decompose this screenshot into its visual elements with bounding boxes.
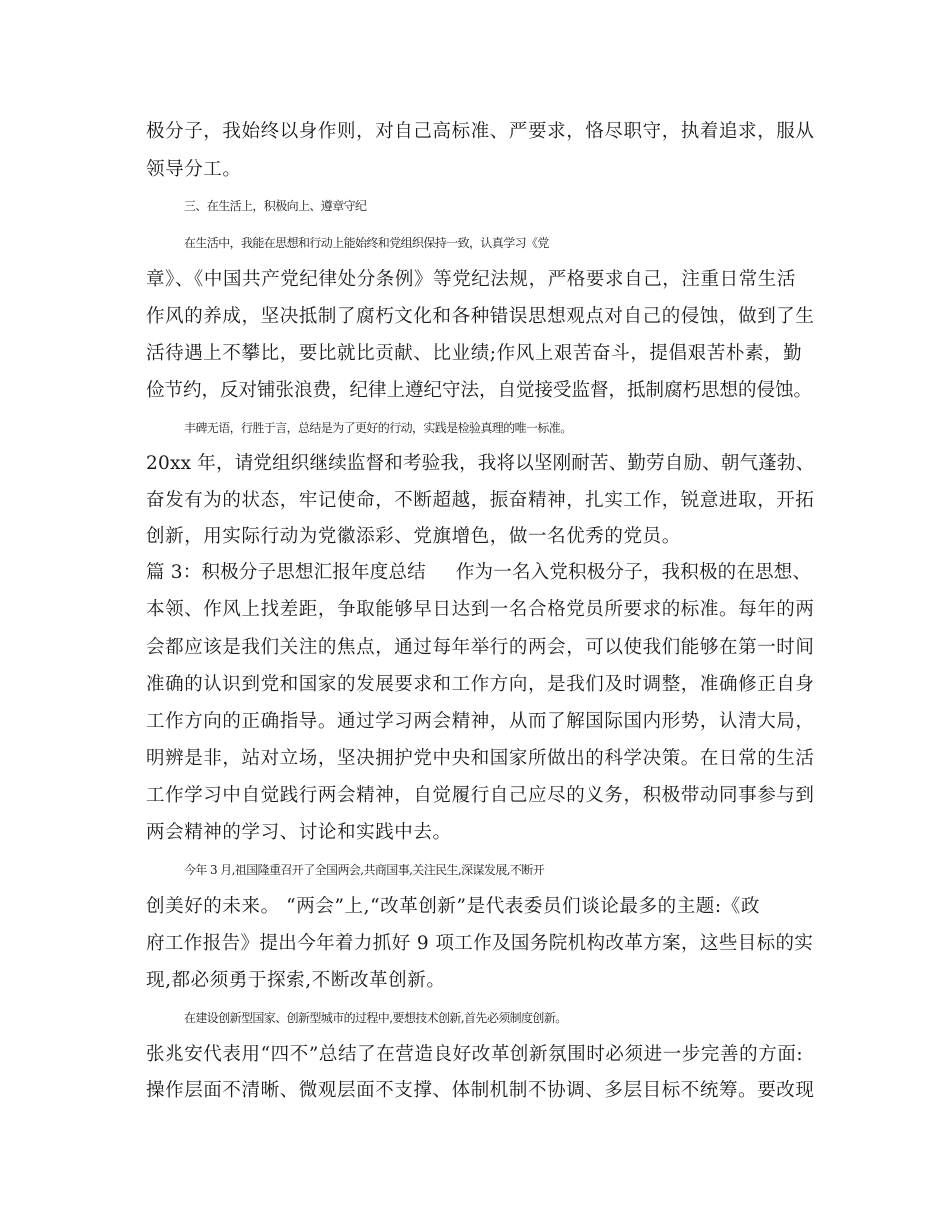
text-line: 两会精神的学习、讨论和实践中去。 bbox=[146, 822, 452, 843]
text-line: 20xx 年，请党组织继续监督和考验我，我将以坚刚耐苦、勤劳自励、朝气蓬勃、 bbox=[146, 453, 815, 474]
section-title: 篇 3：积极分子思想汇报年度总结 bbox=[146, 562, 426, 583]
text-line: 准确的认识到党和国家的发展要求和工作方向，是我们及时调整，准确修正自身 bbox=[146, 674, 815, 695]
text-line: 工作学习中自觉践行两会精神，自觉履行自己应尽的义务，积极带动同事参与到 bbox=[146, 785, 815, 806]
text-line: 今年 3 月,祖国隆重召开了全国两会,共商国事,关注民生,深谋发展,不断开 bbox=[184, 863, 545, 877]
text-line: 作风的养成，坚决抵制了腐朽文化和各种错误思想观点对自己的侵蚀，做到了生 bbox=[146, 306, 815, 327]
text-line: 章》、《中国共产党纪律处分条例》等党纪法规，严格要求自己，注重日常生活 bbox=[146, 269, 797, 290]
text-line: 极分子，我始终以身作则，对自己高标准、严要求，恪尽职守，执着追求，服从 bbox=[146, 121, 815, 142]
text-line: 操作层面不清晰、微观层面不支撑、体制机制不协调、多层目标不统筹。要改现 bbox=[146, 1080, 815, 1101]
text-line: 张兆安代表用“四不”总结了在营造良好改革创新氛围时必须进一步完善的方面: bbox=[146, 1044, 804, 1065]
text-line: 创美好的未来。 “两会”上,“改革创新”是代表委员们谈论最多的主题:《政 bbox=[146, 896, 760, 917]
text-line: 工作方向的正确指导。通过学习两会精神，从而了解国际国内形势，认清大局， bbox=[146, 711, 815, 732]
text-line: 在生活中，我能在思想和行动上能始终和党组织保持一致，认真学习《党 bbox=[184, 236, 549, 250]
text-line: 创新，用实际行动为党徽添彩、党旗增色，做一名优秀的党员。 bbox=[146, 526, 681, 547]
text-line: 现,都必须勇于探索,不断改革创新。 bbox=[146, 970, 446, 991]
text-line: 府工作报告》提出今年着力抓好 9 项工作及国务院机构改革方案，这些目标的实 bbox=[146, 933, 814, 954]
text-line: 活待遇上不攀比，要比就比贡献、比业绩;作风上艰苦奋斗，提倡艰苦朴素，勤 bbox=[146, 343, 803, 364]
text-line: 会都应该是我们关注的焦点，通过每年举行的两会，可以使我们能够在第一时间 bbox=[146, 637, 815, 658]
section-heading: 三、在生活上，积极向上、遵章守纪 bbox=[184, 199, 367, 213]
section-title-line bbox=[146, 561, 816, 585]
text-line: 奋发有为的状态，牢记使命，不断超越，振奋精神，扎实工作，锐意进取，开拓 bbox=[146, 490, 815, 511]
text-line: 俭节约，反对铺张浪费，纪律上遵纪守法，自觉接受监督，抵制腐朽思想的侵蚀。 bbox=[146, 380, 813, 401]
text-line: 在建设创新型国家、创新型城市的过程中,要想技术创新,首先必须制度创新。 bbox=[184, 1011, 567, 1025]
text-line: 丰碑无语，行胜于言，总结是为了更好的行动，实践是检验真理的唯一标准。 bbox=[184, 421, 572, 435]
text-line: 领导分工。 bbox=[146, 159, 242, 180]
text-line: 本领、作风上找差距，争取能够早日达到一名合格党员所要求的标准。每年的两 bbox=[146, 599, 815, 620]
section-intro: 作为一名入党积极分子，我积极的在思想、 bbox=[455, 562, 812, 583]
text-line: 明辨是非，站对立场，坚决拥护党中央和国家所做出的科学决策。在日常的生活 bbox=[146, 748, 815, 769]
